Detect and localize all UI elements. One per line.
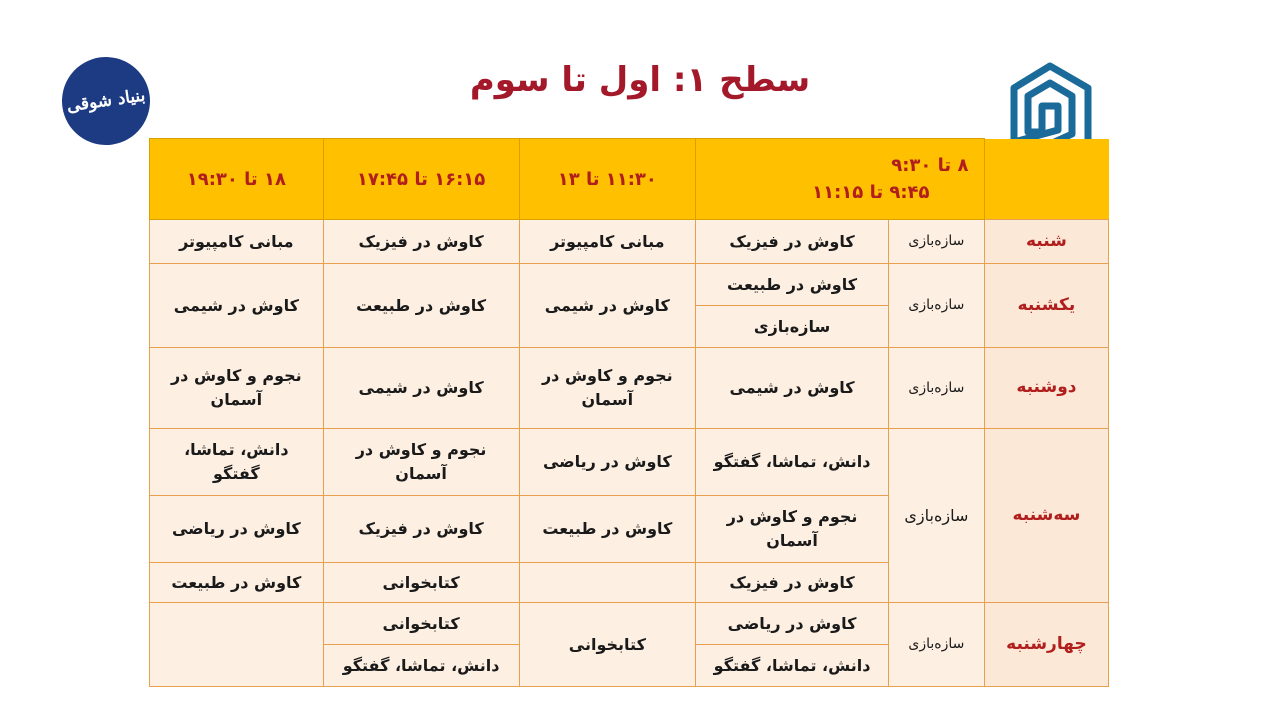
cell: نجوم و کاوش در آسمان (696, 496, 889, 563)
table-row (150, 264, 1109, 306)
day-monday: دوشنبه (984, 348, 1108, 429)
cell: کاوش در فیزیک (323, 220, 519, 264)
cell (519, 563, 696, 603)
page-title: سطح ۱: اول تا سوم (469, 60, 811, 100)
cell: کاوش در فیزیک (696, 563, 889, 603)
cell: سازه‌بازی (888, 348, 984, 429)
header-slot-5: ۱۸ تا ۱۹:۳۰ (150, 139, 324, 220)
cell: کاوش در طبیعت (519, 496, 696, 563)
header-slot-combined (696, 139, 985, 220)
cell (150, 603, 324, 687)
day-wednesday: چهارشنبه (984, 603, 1108, 687)
table-row (150, 348, 1109, 429)
header-slot-2: ۹:۴۵ تا ۱۱:۱۵ (812, 182, 930, 203)
cell: کاوش در شیمی (323, 348, 519, 429)
cell: نجوم و کاوش در آسمان (323, 429, 519, 496)
cell: کاوش در ریاضی (696, 603, 889, 645)
cell: دانش، تماشا، گفتگو (696, 429, 889, 496)
header-row (150, 139, 1109, 220)
cell: مبانی کامپیوتر (519, 220, 696, 264)
cell: کاوش در طبیعت (323, 264, 519, 348)
cell: نجوم و کاوش در آسمان (150, 348, 324, 429)
schedule-table (149, 138, 1109, 687)
cell: کتابخوانی (323, 603, 519, 645)
cell: کاوش در ریاضی (519, 429, 696, 496)
cell: کاوش در شیمی (150, 264, 324, 348)
header-slot-3: ۱۱:۳۰ تا ۱۳ (519, 139, 696, 220)
cell: کاوش در طبیعت (696, 264, 889, 306)
day-saturday: شنبه (984, 220, 1108, 264)
day-sunday: یکشنبه (984, 264, 1108, 348)
cell: نجوم و کاوش در آسمان (519, 348, 696, 429)
cell: سازه‌بازی (888, 264, 984, 348)
table-row (150, 429, 1109, 496)
table-row (150, 603, 1109, 645)
cell: کاوش در طبیعت (150, 563, 324, 603)
header-slot-1: ۸ تا ۹:۳۰ (891, 155, 969, 176)
cell: سازه‌بازی (696, 306, 889, 348)
cell: کتابخوانی (323, 563, 519, 603)
cell: کاوش در فیزیک (323, 496, 519, 563)
header-slot-4: ۱۶:۱۵ تا ۱۷:۴۵ (323, 139, 519, 220)
cell: کاوش در شیمی (696, 348, 889, 429)
day-tuesday: سه‌شنبه (984, 429, 1108, 603)
cell: دانش، تماشا، گفتگو (323, 645, 519, 687)
cell: کاوش در ریاضی (150, 496, 324, 563)
bonyad-shoughi-logo: بنیاد شوقی (56, 51, 155, 150)
cell: دانش، تماشا، گفتگو (150, 429, 324, 496)
cell: کاوش در شیمی (519, 264, 696, 348)
cell: سازه‌بازی (888, 220, 984, 264)
cell: سازه‌بازی (888, 603, 984, 687)
table-row (150, 220, 1109, 264)
header-corner (984, 139, 1108, 220)
cell: مبانی کامپیوتر (150, 220, 324, 264)
cell: سازه‌بازی (888, 429, 984, 603)
cell: دانش، تماشا، گفتگو (696, 645, 889, 687)
cell: کتابخوانی (519, 603, 696, 687)
cell: کاوش در فیزیک (696, 220, 889, 264)
